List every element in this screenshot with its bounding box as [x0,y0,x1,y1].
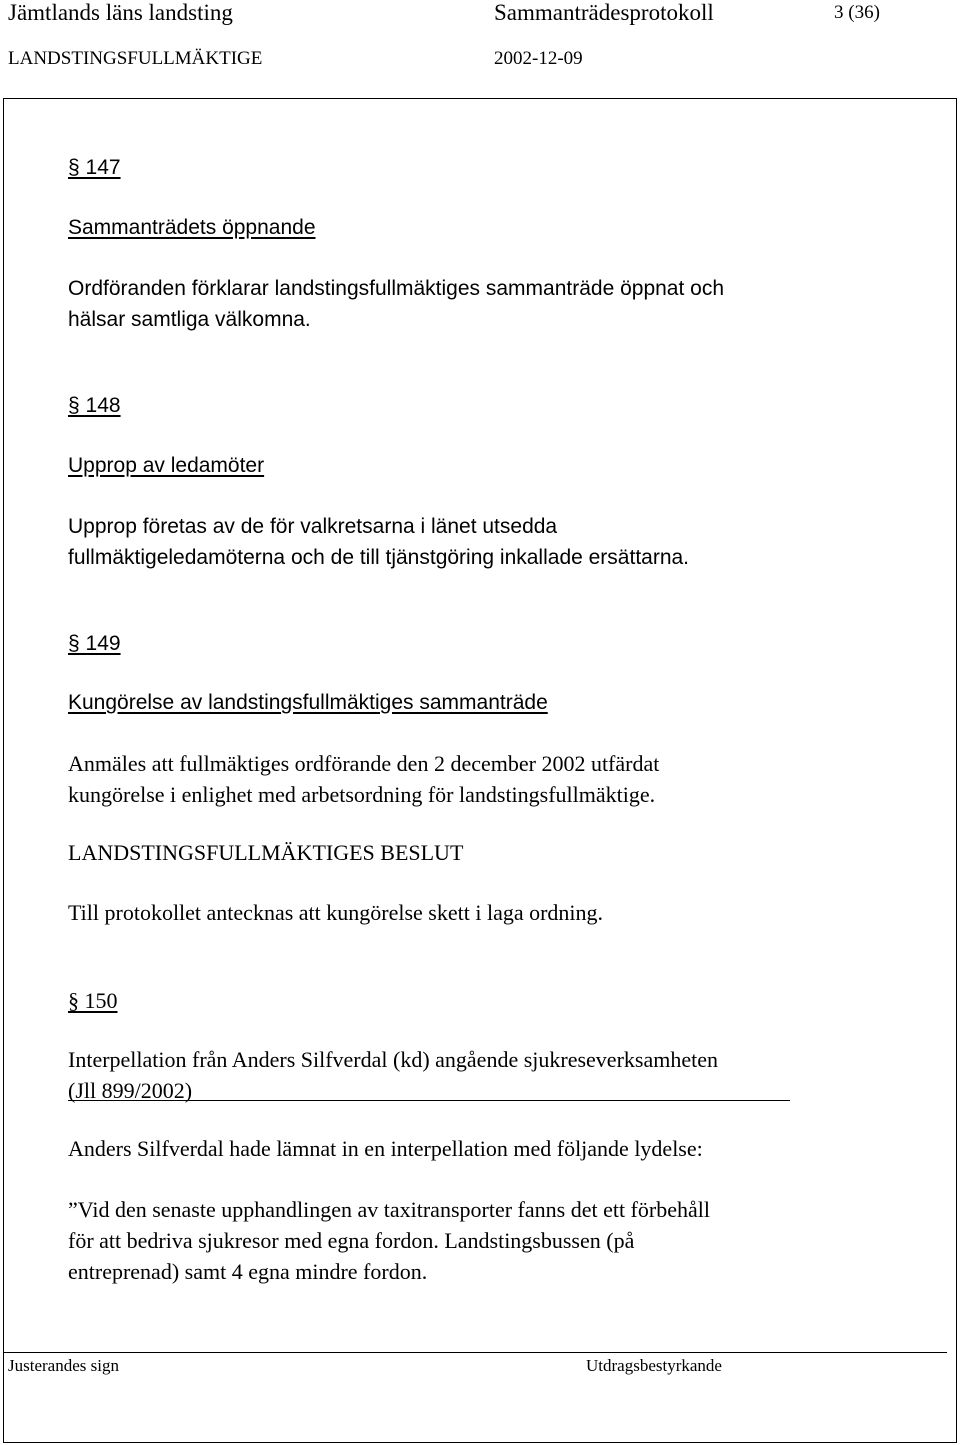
organization-name: Jämtlands läns landsting [8,0,233,25]
section-149-title: Kungörelse av landstingsfullmäktiges sammanträde [68,691,548,714]
section-149-text-2: kungörelse i enlighet med arbetsordning för landstingsfullmäktige. [68,782,656,807]
section-149-number: § 149 [68,632,121,655]
section-150-intro: Anders Silfverdal hade lämnat in en interpellation med följande lydelse: [68,1136,703,1161]
assembly-name: LANDSTINGSFULLMÄKTIGE [8,48,263,69]
footer-utdragsbestyrkande: Utdragsbestyrkande [586,1356,722,1375]
section-147-number: § 147 [68,156,121,179]
footer-divider [3,1352,947,1353]
decision-text: Till protokollet antecknas att kungörelse skett i laga ordning. [68,900,604,925]
section-147-text-1: Ordföranden förklarar landstingsfullmäktiges sammanträde öppnat och [68,277,725,300]
section-147-title: Sammanträdets öppnande [68,216,316,239]
footer-justerandes-sign: Justerandes sign [8,1356,119,1375]
quote-line-2: för att bedriva sjukresor med egna fordon. Landstingsbussen (på [68,1228,635,1253]
section-148-text-1: Upprop företas av de för valkretsarna i länet utsedda [68,515,558,538]
meeting-date: 2002-12-09 [494,48,583,69]
quote-line-1: ”Vid den senaste upphandlingen av taxitransporter fanns det ett förbehåll [68,1197,710,1222]
document-type: Sammanträdesprotokoll [494,0,714,25]
section-149-text-1: Anmäles att fullmäktiges ordförande den 2 december 2002 utfärdat [68,751,660,776]
section-150-title-1: Interpellation från Anders Silfverdal (kd) angående sjukreseverksamheten [68,1047,718,1072]
title-underline [68,1100,790,1101]
section-150-number: § 150 [68,988,118,1013]
section-150-title-2: (Jll 899/2002) [68,1078,193,1103]
section-148-number: § 148 [68,394,121,417]
page-number: 3 (36) [834,2,880,23]
section-148-title: Upprop av ledamöter [68,454,265,477]
section-147-text-2: hälsar samtliga välkomna. [68,308,311,331]
quote-line-3: entreprenad) samt 4 egna mindre fordon. [68,1259,428,1284]
section-148-text-2: fullmäktigeledamöterna och de till tjänstgöring inkallade ersättarna. [68,546,690,569]
decision-heading: LANDSTINGSFULLMÄKTIGES BESLUT [68,840,464,865]
